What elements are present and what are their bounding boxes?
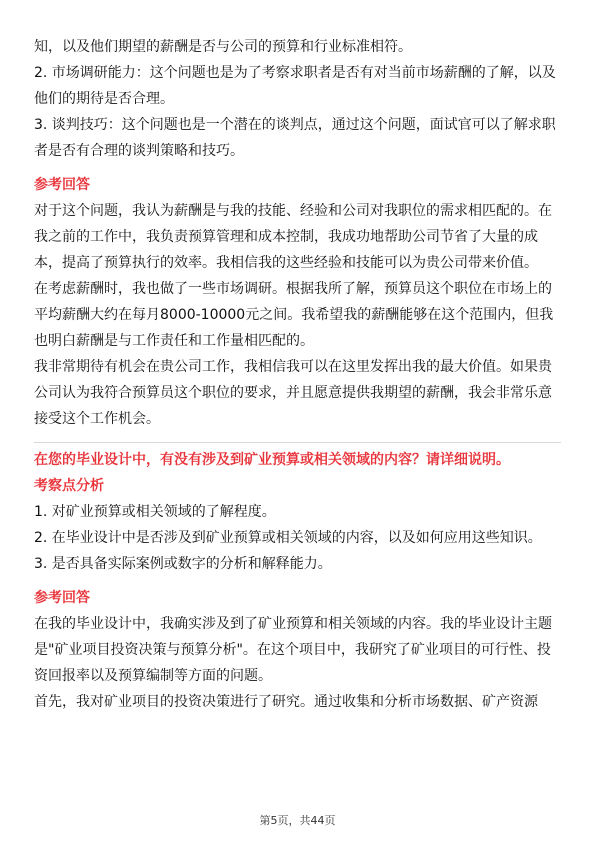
- answer-paragraph: 对于这个问题，我认为薪酬是与我的技能、经验和公司对我职位的需求相匹配的。在我之前的工作中，我负责预算管理和成本控制，我成功地帮助公司节省了大量的成本，提高了预算执行的效率。我相信我的这些经验和技能可以为贵公司带来价值。: [34, 203, 552, 271]
- analysis-item: 2. 市场调研能力：这个问题也是为了考察求职者是否有对当前市场薪酬的了解，以及他们的期待是否合理。: [34, 65, 556, 107]
- document-page: [34, 34, 561, 715]
- answer-paragraph: 在我的毕业设计中，我确实涉及到了矿业预算和相关领域的内容。我的毕业设计主题是"矿业项目投资决策与预算分析"。在这个项目中，我研究了矿业项目的可行性、投资回报率以及预算编制等方面的问题。: [34, 616, 552, 684]
- analysis-item: 1. 对矿业预算或相关领域的了解程度。: [34, 504, 276, 520]
- answer-paragraph: 在考虑薪酬时，我也做了一些市场调研。根据我所了解，预算员这个职位在市场上的平均薪酬大约在每月8000-10000元之间。我希望我的薪酬能够在这个范围内，但我也明白薪酬是与工作责任和工作量相匹配的。: [34, 281, 554, 349]
- answer-heading: 参考回答: [34, 590, 90, 606]
- section-divider: [34, 442, 561, 443]
- analysis-item: 3. 是否具备实际案例或数字的分析和解释能力。: [34, 556, 332, 572]
- answer-paragraph: 我非常期待有机会在贵公司工作，我相信我可以在这里发挥出我的最大价值。如果贵公司认为我符合预算员这个职位的要求，并且愿意提供我期望的薪酬，我会非常乐意接受这个工作机会。: [34, 359, 552, 427]
- analysis-heading: 考察点分析: [34, 478, 104, 494]
- body-paragraph: 知，以及他们期望的薪酬是否与公司的预算和行业标准相符。: [34, 39, 412, 55]
- analysis-item: 3. 谈判技巧：这个问题也是一个潜在的谈判点，通过这个问题，面试官可以了解求职者是否有合理的谈判策略和技巧。: [34, 117, 556, 159]
- question-title: 在您的毕业设计中，有没有涉及到矿业预算或相关领域的内容？请详细说明。: [34, 452, 510, 468]
- analysis-item: 2. 在毕业设计中是否涉及到矿业预算或相关领域的内容，以及如何应用这些知识。: [34, 530, 542, 546]
- answer-heading: 参考回答: [34, 177, 90, 193]
- answer-paragraph: 首先，我对矿业项目的投资决策进行了研究。通过收集和分析市场数据、矿产资源: [34, 694, 538, 710]
- page-number: 第5页，共44页: [259, 814, 336, 827]
